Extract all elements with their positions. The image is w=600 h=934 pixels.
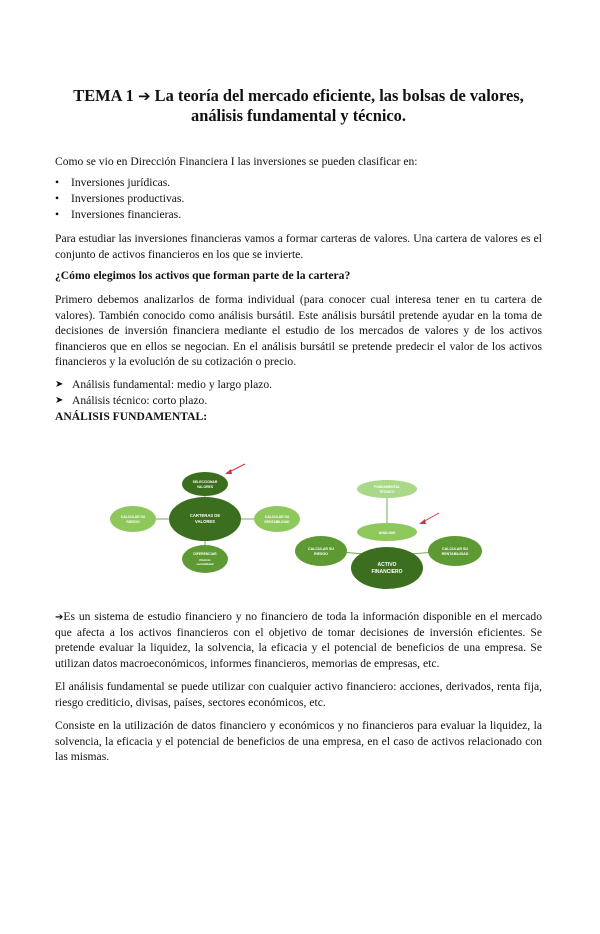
list-item-text: Análisis técnico: corto plazo.	[72, 393, 208, 407]
diagram-right	[295, 480, 482, 589]
node-label: ANÁLISIS	[378, 530, 396, 535]
node-left-riesgo	[295, 536, 347, 566]
diagram-left	[110, 464, 300, 573]
list-item	[55, 175, 542, 191]
node-label: CALCULAR SU	[264, 514, 290, 519]
title-line1: La teoría del mercado eficiente, las bolsas de valores,	[154, 86, 524, 105]
title-arrow-icon: ➔	[137, 87, 151, 105]
node-label: CALCULAR SU	[442, 546, 468, 551]
intro-paragraph: Como se vio en Dirección Financiera I las inversiones se pueden clasificar en:	[55, 155, 418, 168]
node-label: CALCULAR SU	[120, 514, 146, 519]
node-label: FUNDAMENTAL	[374, 484, 400, 489]
node-label: RIESGO	[126, 519, 140, 524]
node-label: CARTERAS DE	[189, 512, 221, 518]
portfolio-paragraph: Para estudiar las inversiones financieras vamos a formar carteras de valores. Una cartera de valores es el conjunto de activos financieros en los que se invierte.	[55, 232, 542, 261]
node-right-rentabilidad	[254, 506, 300, 532]
investment-types-list	[55, 175, 542, 222]
list-item-text: Inversiones jurídicas.	[71, 176, 171, 190]
list-item-text: Inversiones productivas.	[71, 192, 185, 205]
pointer-arrowhead-icon	[419, 519, 426, 524]
node-label: CALCULAR SU	[308, 546, 334, 551]
section-heading: ANÁLISIS FUNDAMENTAL:	[55, 410, 208, 424]
node-label: RENTABILIDAD	[264, 519, 290, 524]
node-label: rentabilidad	[196, 561, 214, 566]
lead-arrow-icon: ➔	[55, 611, 64, 623]
list-item	[55, 191, 542, 207]
node-label: TÉCNICO	[379, 489, 395, 494]
node-label: Distinto	[199, 557, 211, 562]
node-label: SELECCIONAR	[192, 479, 218, 484]
document-page	[0, 86, 600, 934]
node-right-rentabilidad	[428, 536, 482, 566]
title-prefix: TEMA 1	[73, 86, 134, 105]
fundamental-usage-paragraph: El análisis fundamental se puede utilizar con cualquier activo financiero: acciones, derivados, renta fija, riesgo crediticio, divisas, países, sectores económicos, etc.	[55, 680, 542, 709]
title-line2: análisis fundamental y técnico.	[191, 106, 406, 125]
list-item	[55, 207, 542, 223]
list-item	[55, 393, 542, 408]
bullet-icon: •	[55, 207, 60, 221]
node-label: RENTABILIDAD	[441, 551, 469, 556]
bullet-icon: •	[55, 192, 60, 205]
page-title	[55, 86, 542, 126]
node-center-activo	[351, 547, 423, 589]
question-heading: ¿Cómo elegimos los activos que forman parte de la cartera?	[55, 269, 351, 282]
node-top-seleccionar	[182, 472, 228, 496]
node-top-fundamental-tecnico	[357, 480, 417, 498]
diagrams-figure	[55, 461, 542, 591]
node-label: ACTIVO	[377, 561, 397, 568]
list-item-text: Análisis fundamental: medio y largo plazo.	[72, 378, 273, 392]
arrow-bullet-icon: ➤	[55, 394, 64, 406]
fundamental-method-paragraph: Consiste en la utilización de datos financiero y económicos y no financieros para evaluar la liquidez, la solvencia, la eficacia y el potencial de beneficios de una empresa, en el caso de activos relacionado con las mismas.	[55, 719, 542, 763]
pointer-arrowhead-icon	[225, 469, 232, 474]
diagrams-svg	[55, 461, 542, 591]
fundamental-definition-paragraph	[55, 609, 542, 672]
analysis-types-list	[55, 377, 542, 408]
node-label: RIESGO	[314, 551, 328, 556]
node-label: FINANCIERO	[371, 568, 403, 575]
node-label: DIFERENCIAR	[193, 551, 217, 556]
bullet-icon: •	[55, 176, 60, 190]
list-item-text: Inversiones financieras.	[71, 207, 182, 221]
node-left-riesgo	[110, 506, 156, 532]
list-item	[55, 377, 542, 392]
fundamental-definition-text: Es un sistema de estudio financiero y no financiero de toda la información disponible en el mercado que afecta a los activos financieros con el objetivo de tomar decisiones de inversión eficientes. Se pretende evaluar la liquidez, la solvencia, la eficacia y el potencial de beneficios de una empresa. Se utilizan datos macroeconómicos, informes financieros, memorias de empresas, etc.	[55, 609, 542, 670]
node-label: VALORES	[195, 518, 215, 524]
arrow-bullet-icon: ➤	[55, 379, 64, 391]
analysis-paragraph: Primero debemos analizarlos de forma individual (para conocer cual interesa tener en tu cartera de valores). También conocido como análisis bursátil. Este análisis bursátil pretende ayudar en la toma de decisiones de inversión financiera mediante el estudio de los mercados de valores y de los activos financieros que en ellos se negocian. En el análisis bursátil se pretende predecir el valor de los activos financieros y la evolución de su cotización o precio.	[55, 293, 542, 369]
node-label: VALORES	[196, 484, 214, 489]
